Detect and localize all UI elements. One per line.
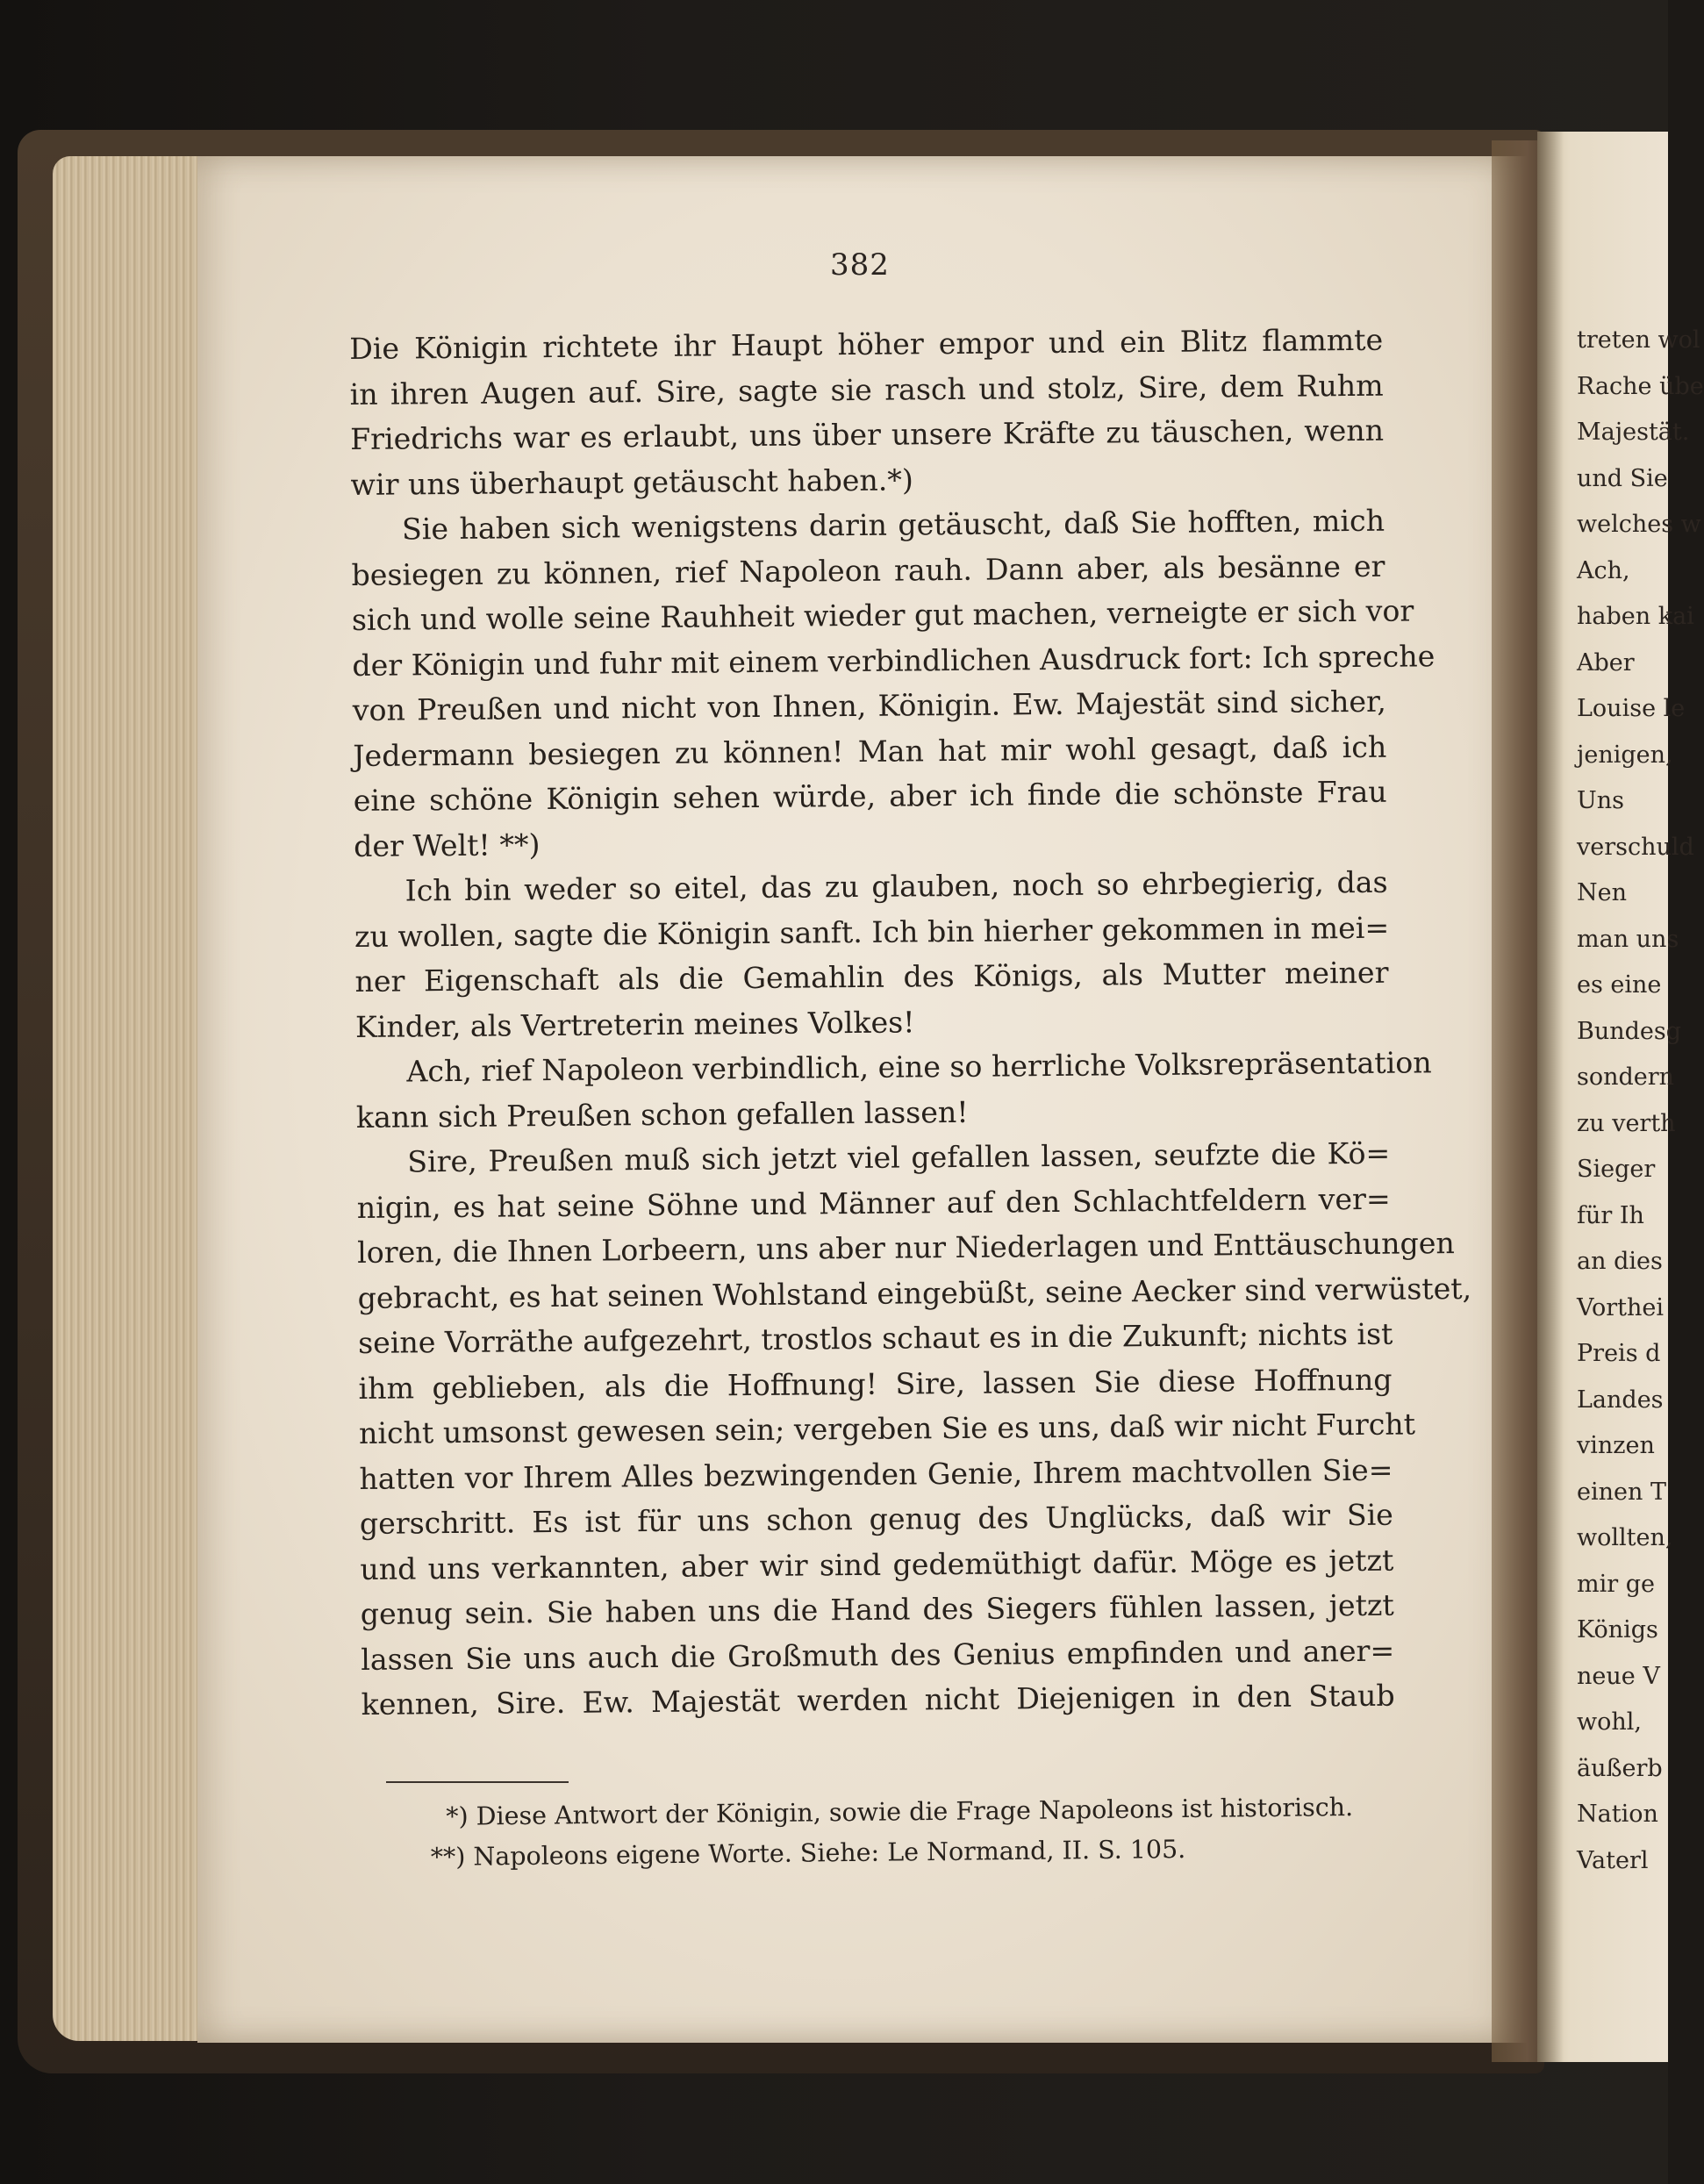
text-line: ihm geblieben, als die Hoffnung! Sire, lassen Sie diese Hoffnung [358, 1362, 1393, 1406]
text-line: kennen, Sire. Ew. Majestät werden nicht Diejenigen in den Staub [361, 1678, 1395, 1722]
text-line: zu wollen, sagte die Königin sanft. Ich bin hierher gekommen in mei= [354, 910, 1390, 954]
right-page-line: einen T [1577, 1478, 1666, 1506]
page-number: 382 [830, 247, 890, 283]
text-line: Sire, Preußen muß sich jetzt viel gefallen lassen, seufzte die Kö= [407, 1135, 1391, 1179]
right-page-line: welches w [1577, 511, 1701, 538]
right-page-line: Königs [1577, 1616, 1658, 1643]
right-page-line: Nen [1577, 879, 1627, 906]
text-line: genug sein. Sie haben uns die Hand des Siegers fühlen lassen, jetzt [360, 1587, 1394, 1631]
text-line: gebracht, es hat seinen Wohlstand eingebüßt, seine Aecker sind verwüstet, [357, 1271, 1472, 1315]
right-page-line: mir ge [1577, 1570, 1655, 1598]
right-page-line: Aber [1577, 648, 1635, 677]
text-line: seine Vorräthe aufgezehrt, trostlos schaut es in die Zukunft; nichts ist [357, 1316, 1393, 1360]
right-page-line: Ach, [1577, 556, 1630, 584]
right-page-line: Majestät. [1577, 419, 1690, 446]
text-line: lassen Sie uns auch die Großmuth des Genius empfinden und aner= [361, 1633, 1395, 1677]
text-line: loren, die Ihnen Lorbeern, uns aber nur Niederlagen und Enttäuschungen [357, 1226, 1455, 1270]
footnotes [430, 1787, 1396, 1878]
right-page-line: vinzen [1577, 1432, 1655, 1459]
right-page-line: zu verth [1577, 1109, 1676, 1137]
right-page-line: es eine [1577, 971, 1662, 999]
text-line: ner Eigenschaft als die Gemahlin des Königs, als Mutter meiner [354, 955, 1389, 999]
text-line: wir uns überhaupt getäuscht haben.*) [350, 462, 914, 502]
text-line: Ach, rief Napoleon verbindlich, eine so herrliche Volksrepräsentation [406, 1045, 1432, 1089]
right-page-line: sondern [1577, 1063, 1675, 1091]
right-page-line: verschuld [1577, 833, 1694, 861]
right-page-line: Rache übe [1577, 372, 1704, 400]
text-line: hatten vor Ihrem Alles bezwingenden Genie, Ihrem machtvollen Sie= [359, 1452, 1393, 1496]
right-page-line: neue V [1577, 1662, 1660, 1690]
footnote-line: *) Diese Antwort der Königin, sowie die Frage Napoleons ist historisch. [446, 1792, 1354, 1831]
text-line: Ich bin weder so eitel, das zu glauben, noch so ehrbegierig, das [405, 864, 1388, 908]
text-line: gerschritt. Es ist für uns schon genug des Unglücks, daß wir Sie [359, 1497, 1394, 1541]
body-text [349, 318, 1472, 1728]
text-line: Friedrichs war es erlaubt, uns über unsere Kräfte zu täuschen, wenn [349, 412, 1385, 456]
right-page-line: Nation [1577, 1801, 1658, 1828]
right-page-text [1577, 318, 1704, 1884]
right-page-line: Louise le [1577, 695, 1686, 722]
right-page-line: jenigen, [1577, 741, 1673, 769]
text-line: Die Königin richtete ihr Haupt höher empor und ein Blitz flammte [349, 322, 1384, 366]
right-page-line: Bundesg [1577, 1017, 1682, 1045]
right-page-line: Sieger [1577, 1156, 1656, 1183]
right-page-line: treten wol [1577, 326, 1700, 354]
text-line: kann sich Preußen schon gefallen lassen! [355, 1094, 969, 1135]
right-page-shadow [1537, 132, 1564, 2062]
right-page-line: äußerb [1577, 1754, 1663, 1782]
right-page-line: und Sie [1577, 464, 1668, 492]
text-line: der Welt! **) [353, 827, 541, 863]
right-page-line: Landes [1577, 1386, 1664, 1414]
right-page-line: Vaterl [1577, 1846, 1649, 1874]
text-line: sich und wolle seine Rauhheit wieder gut machen, verneigte er sich vor [351, 593, 1414, 637]
right-page-line: Uns [1577, 787, 1624, 814]
text-line: und uns verkannten, aber wir sind gedemüthigt dafür. Möge es jetzt [360, 1543, 1394, 1586]
text-line: Jedermann besiegen zu können! Man hat mir wohl gesagt, daß ich [353, 729, 1387, 773]
text-line: von Preußen und nicht von Ihnen, Königin. Ew. Majestät sind sicher, [352, 684, 1386, 727]
text-line: besiegen zu können, rief Napoleon rauh. Dann aber, als besänne er [351, 548, 1385, 592]
right-page-line: wohl, [1577, 1708, 1642, 1736]
text-line: der Königin und fuhr mit einem verbindlichen Ausdruck fort: Ich spreche [352, 638, 1436, 683]
right-page-line: haben kai [1577, 603, 1694, 630]
right-page-line: Preis d [1577, 1340, 1661, 1367]
right-page-line: für Ih [1577, 1201, 1644, 1229]
right-page-line: man uns [1577, 925, 1679, 953]
text-line: Sie haben sich wenigstens darin getäuscht, daß Sie hofften, mich [401, 503, 1385, 547]
footnote-divider [386, 1781, 569, 1783]
text-line: in ihren Augen auf. Sire, sagte sie rasch und stolz, Sire, dem Ruhm [349, 368, 1384, 412]
right-page-line: Vorthei [1577, 1293, 1665, 1321]
text-line: nicht umsonst gewesen sein; vergeben Sie es uns, daß wir nicht Furcht [358, 1407, 1416, 1450]
right-page-line: an dies [1577, 1248, 1663, 1275]
text-line: eine schöne Königin sehen würde, aber ich finde die schönste Frau [353, 774, 1387, 818]
right-page-line: wollten, [1577, 1524, 1673, 1551]
text-line: nigin, es hat seine Söhne und Männer auf den Schlachtfeldern ver= [356, 1181, 1391, 1225]
text-line: Kinder, als Vertreterin meines Volkes! [354, 1004, 915, 1044]
footnote-line: **) Napoleons eigene Worte. Siehe: Le Normand, II. S. 105. [430, 1834, 1186, 1872]
